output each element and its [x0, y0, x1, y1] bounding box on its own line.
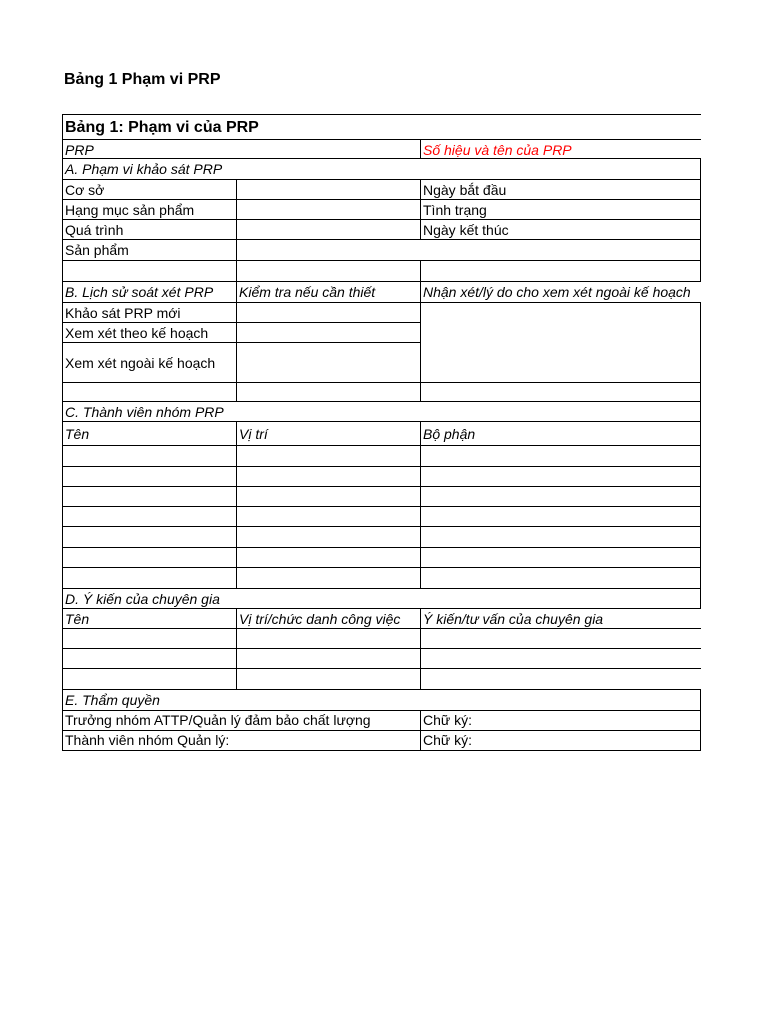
management-member-label: Thành viên nhóm Quản lý:: [62, 730, 421, 751]
expert-position[interactable]: [236, 668, 421, 690]
section-c-heading: C. Thành viên nhóm PRP: [62, 401, 701, 422]
facility-label: Cơ sở: [62, 179, 237, 200]
team-member-name[interactable]: [62, 506, 237, 527]
food-safety-leader-label: Trưởng nhóm ATTP/Quản lý đảm bảo chất lượng: [62, 710, 421, 731]
expert-name-header: Tên: [62, 608, 237, 629]
blank-cell[interactable]: [236, 382, 421, 402]
team-member-position[interactable]: [236, 486, 421, 507]
team-name-header: Tên: [62, 421, 237, 446]
new-prp-survey-label: Khảo sát PRP mới: [62, 302, 237, 323]
status-label[interactable]: Tình trạng: [420, 199, 701, 220]
team-member-position[interactable]: [236, 567, 421, 589]
team-member-name[interactable]: [62, 466, 237, 487]
team-member-name[interactable]: [62, 445, 237, 467]
unplanned-review-check[interactable]: [236, 342, 421, 383]
team-member-position[interactable]: [236, 466, 421, 487]
expert-name[interactable]: [62, 668, 237, 690]
team-department-header: Bộ phận: [420, 421, 701, 446]
facility-field[interactable]: [236, 179, 421, 200]
prp-scope-table: [62, 114, 701, 752]
product-category-field[interactable]: [236, 199, 421, 220]
process-field[interactable]: [236, 219, 421, 240]
team-member-name[interactable]: [62, 547, 237, 568]
end-date-label[interactable]: Ngày kết thúc: [420, 219, 701, 240]
product-category-label: Hạng mục sản phẩm: [62, 199, 237, 220]
product-label: Sản phẩm: [62, 239, 237, 261]
team-member-department[interactable]: [420, 526, 701, 548]
prp-label: PRP: [62, 139, 421, 159]
blank-cell[interactable]: [420, 260, 701, 282]
team-member-name[interactable]: [62, 567, 237, 589]
blank-cell[interactable]: [62, 382, 237, 402]
new-prp-survey-check[interactable]: [236, 302, 421, 323]
expert-opinion[interactable]: [420, 628, 701, 649]
comment-reason-header: Nhận xét/lý do cho xem xét ngoài kế hoạch: [420, 281, 701, 303]
team-member-department[interactable]: [420, 486, 701, 507]
section-d-heading: D. Ý kiến của chuyên gia: [62, 588, 701, 609]
table-title: Bảng 1: Phạm vi của PRP: [62, 114, 701, 140]
team-member-name[interactable]: [62, 526, 237, 548]
check-if-needed-header: Kiểm tra nếu cần thiết: [236, 281, 421, 303]
product-field[interactable]: [236, 239, 701, 261]
team-member-department[interactable]: [420, 506, 701, 527]
expert-name[interactable]: [62, 648, 237, 669]
section-b-heading: B. Lịch sử soát xét PRP: [62, 281, 237, 303]
expert-position[interactable]: [236, 628, 421, 649]
team-member-department[interactable]: [420, 466, 701, 487]
leader-signature-field[interactable]: Chữ ký:: [420, 710, 701, 731]
expert-opinion-header: Ý kiến/tư vấn của chuyên gia: [420, 608, 701, 629]
blank-cell[interactable]: [236, 260, 421, 282]
expert-position-header: Vị trí/chức danh công việc: [236, 608, 421, 629]
planned-review-check[interactable]: [236, 322, 421, 343]
page-title: Bảng 1 Phạm vi PRP: [64, 71, 221, 88]
section-e-heading: E. Thẩm quyền: [62, 689, 701, 711]
start-date-label[interactable]: Ngày bắt đầu: [420, 179, 701, 200]
team-member-name[interactable]: [62, 486, 237, 507]
expert-opinion[interactable]: [420, 668, 701, 690]
team-member-department[interactable]: [420, 445, 701, 467]
team-member-department[interactable]: [420, 567, 701, 589]
blank-cell[interactable]: [420, 382, 701, 402]
section-a-heading: A. Phạm vi khảo sát PRP: [62, 158, 701, 179]
prp-number-name[interactable]: Số hiệu và tên của PRP: [420, 139, 701, 159]
management-signature-field[interactable]: Chữ ký:: [420, 730, 701, 751]
team-member-position[interactable]: [236, 445, 421, 467]
expert-position[interactable]: [236, 648, 421, 669]
expert-name[interactable]: [62, 628, 237, 649]
blank-cell[interactable]: [62, 260, 237, 282]
team-member-position[interactable]: [236, 547, 421, 568]
planned-review-label: Xem xét theo kế hoạch: [62, 322, 237, 343]
team-member-department[interactable]: [420, 547, 701, 568]
process-label: Quá trình: [62, 219, 237, 240]
team-member-position[interactable]: [236, 526, 421, 548]
team-position-header: Vị trí: [236, 421, 421, 446]
comment-reason-field[interactable]: [420, 302, 701, 383]
expert-opinion[interactable]: [420, 648, 701, 669]
team-member-position[interactable]: [236, 506, 421, 527]
unplanned-review-label: Xem xét ngoài kế hoạch: [62, 342, 237, 383]
